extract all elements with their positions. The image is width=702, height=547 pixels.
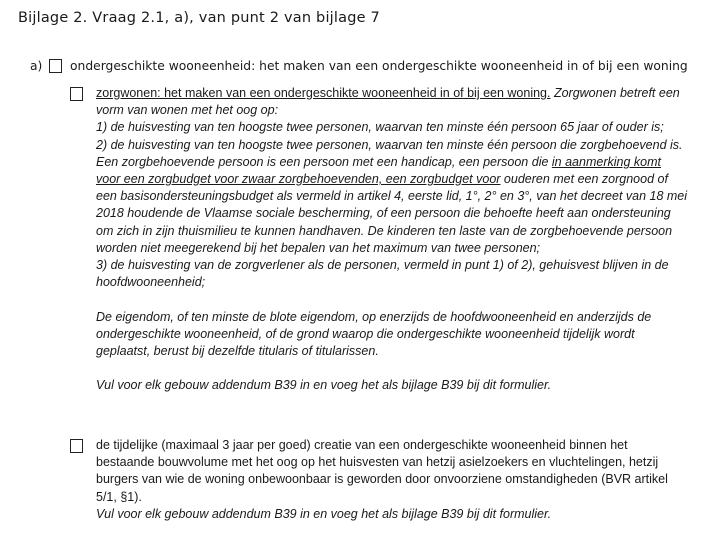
zorgwonen-point-3: 3) de huisvesting van de zorgverlener als de personen, vermeld in punt 1) of 2), gehuisvest blijven in de hoofdwooneenheid;: [96, 258, 669, 290]
option-zorgwonen: [70, 85, 688, 395]
tijdelijk-description: de tijdelijke (maximaal 3 jaar per goed) creatie van een ondergeschikte wooneenheid binnen het bestaande bouwvolume met het oog op het huisvesten van hetzij asielzoekers en vluchtelingen, hetzij burgers van wie de woning onbewoonbaar is geworden door onvoorziene omstandigheden (BVR artikel 5/1, §1).: [96, 438, 668, 504]
item-a-checkbox[interactable]: [49, 59, 62, 73]
zorgwonen-definition: Zorgwonen betreft een vorm van wonen met het oog op:: [96, 86, 680, 118]
option-tijdelijk: [70, 437, 688, 523]
item-a-marker: a): [30, 58, 43, 73]
zorgwonen-addendum: Vul voor elk gebouw addendum B39 in en voeg het als bijlage B39 bij dit formulier.: [96, 378, 552, 393]
page-title: Bijlage 2. Vraag 2.1, a), van punt 2 van bijlage 7: [18, 10, 380, 26]
zorgwonen-text: [96, 85, 688, 395]
tijdelijk-checkbox[interactable]: [70, 439, 83, 453]
zorgwonen-lead: zorgwonen: het maken van een ondergeschikte wooneenheid in of bij een woning.: [96, 86, 551, 100]
zorgwonen-point-1: 1) de huisvesting van ten hoogste twee personen, waarvan ten minste één persoon 65 jaar of ouder is;: [96, 120, 664, 135]
zorgwonen-point-2-underlined: in aanmerking komt voor een zorgbudget voor zwaar zorgbehoevenden, een zorgbudget voor: [96, 154, 661, 187]
item-a-row: [30, 58, 688, 73]
zorgwonen-intro: [96, 85, 688, 119]
zorgwonen-point-2-part-a: 2) de huisvesting van ten hoogste twee personen, waarvan ten minste één persoon die zorgbehoevend is. Een zorgbehoevende persoon is een persoon met een handicap, een persoon die: [96, 137, 683, 169]
tijdelijk-addendum: Vul voor elk gebouw addendum B39 in en voeg het als bijlage B39 bij dit formulier.: [96, 506, 552, 521]
item-a-label: ondergeschikte wooneenheid: het maken van een ondergeschikte wooneenheid in of bij een woning: [70, 58, 688, 73]
tijdelijk-text: [96, 437, 688, 523]
zorgwonen-point-2-part-b: ouderen met een zorgnood of een basisondersteuningsbudget als vermeld in artikel 4, eerste lid, 1°, 2° en 3°, van het decreet van 18 mei 2018 houdende de Vlaamse sociale bescherming, of een persoon die behoefte heeft aan ondersteuning om zich in zijn thuismilieu te kunnen handhaven. De kinderen ten laste van de zorgbehoevende persoon worden niet meegerekend bij het bepalen van het maximum van twee personen;: [96, 172, 688, 255]
zorgwonen-point-2: [96, 137, 688, 257]
zorgwonen-ownership: De eigendom, of ten minste de blote eigendom, op enerzijds de hoofdwooneenheid en anderzijds de ondergeschikte wooneenheid, of de grond waarop die ondergeschikte wooneenheid tijdelijk wordt geplaatst, berust bij dezelfde titularis of titularissen.: [96, 309, 652, 359]
zorgwonen-checkbox[interactable]: [70, 87, 83, 101]
